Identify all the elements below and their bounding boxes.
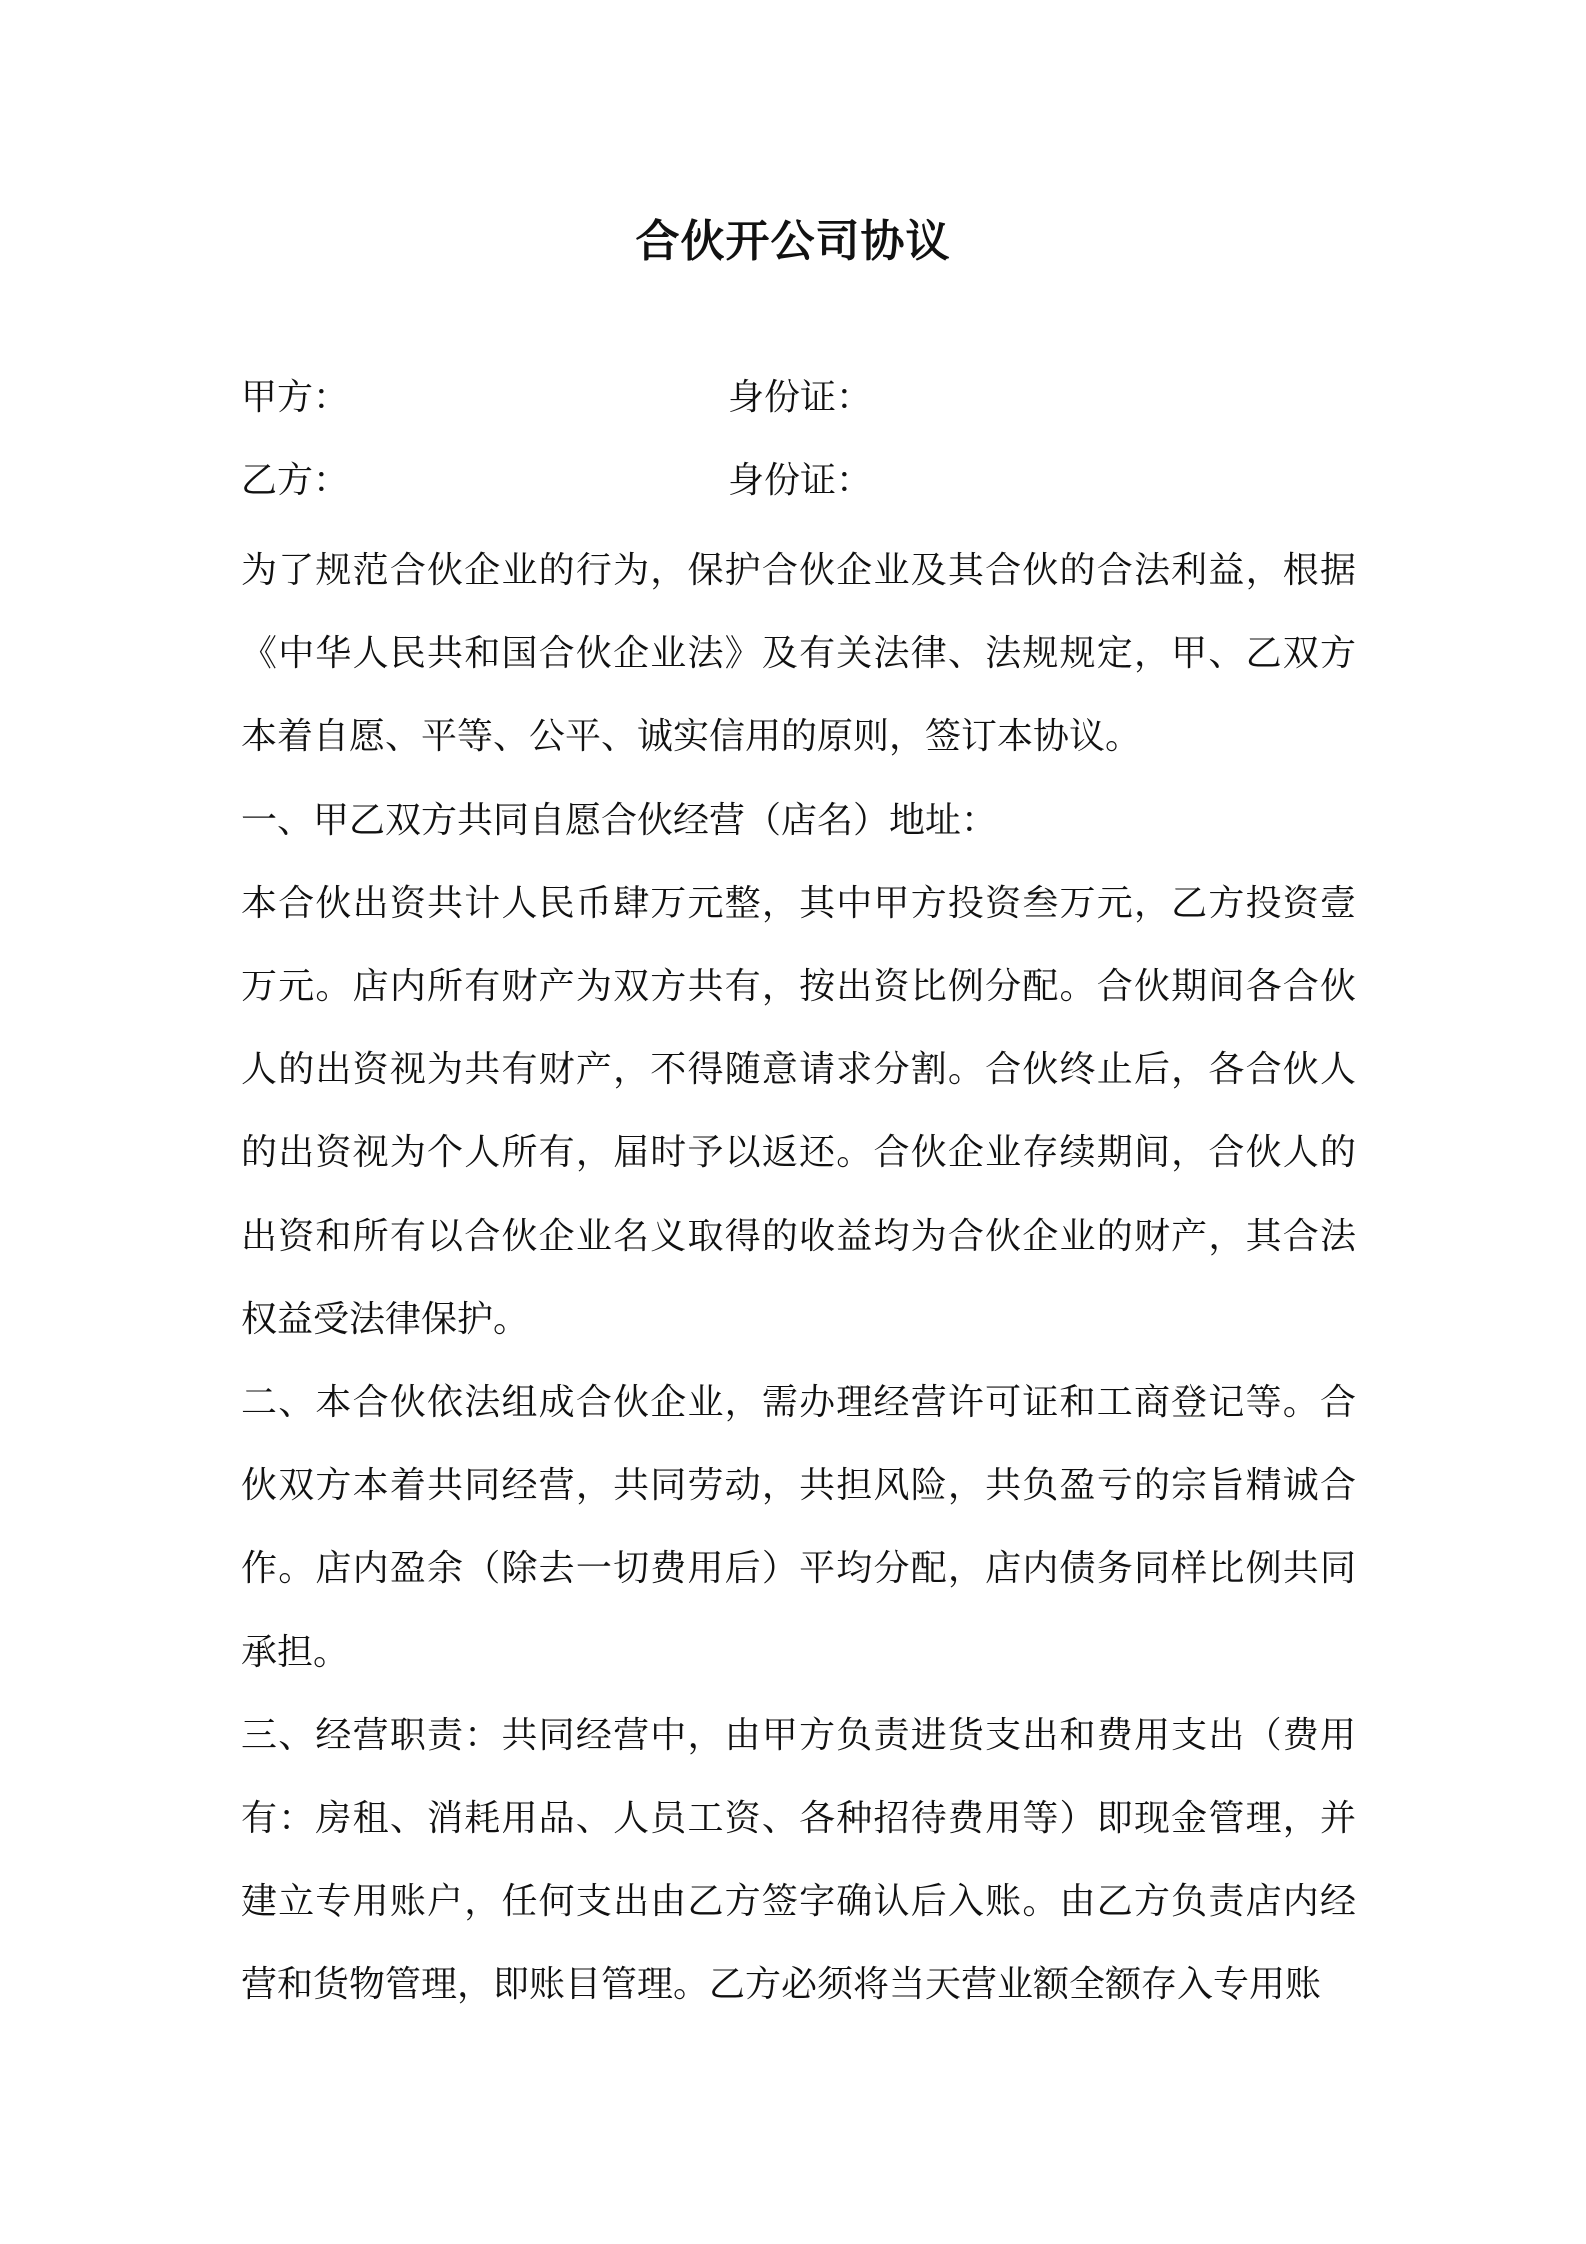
party-b-label: 乙方： — [241, 460, 350, 501]
agreement-body — [241, 529, 1356, 2027]
clause-1-heading: 一、甲乙双方共同自愿合伙经营（店名）地址： — [241, 799, 998, 841]
preamble-paragraph: 为了规范合伙企业的行为，保护合伙企业及其合伙的合法利益，根据《中华人民共和国合伙企业法》及有关法律、法规规定，甲、乙双方本着自愿、平等、公平、诚实信用的原则，签订本协议。 — [241, 550, 1356, 758]
party-a-row — [241, 368, 1351, 428]
document-title: 合伙开公司协议 — [635, 216, 951, 267]
clause-2-paragraph: 二、本合伙依法组成合伙企业，需办理经营许可证和工商登记等。合伙双方本着共同经营，共同劳动，共担风险，共负盈亏的宗旨精诚合作。店内盈余（除去一切费用后）平均分配，店内债务同样比例共同承担。 — [241, 1382, 1356, 1673]
party-a-label: 甲方： — [241, 377, 350, 418]
clause-3-paragraph: 三、经营职责：共同经营中，由甲方负责进货支出和费用支出（费用有：房租、消耗用品、人员工资、各种招待费用等）即现金管理，并建立专用账户，任何支出由乙方签字确认后入账。由乙方负责店内经营和货物管理，即账目管理。乙方必须将当天营业额全额存入专用账 — [241, 1714, 1356, 2006]
party-b-id-label: 身份证： — [728, 460, 873, 501]
party-b-row — [241, 451, 1351, 511]
clause-1-paragraph: 本合伙出资共计人民币肆万元整，其中甲方投资叁万元，乙方投资壹万元。店内所有财产为双方共有，按出资比例分配。合伙期间各合伙人的出资视为共有财产，不得随意请求分割。合伙终止后，各合伙人的出资视为个人所有，届时予以返还。合伙企业存续期间，合伙人的出资和所有以合伙企业名义取得的收益均为合伙企业的财产，其合法权益受法律保护。 — [241, 882, 1356, 1340]
party-a-id-label: 身份证： — [728, 377, 873, 418]
